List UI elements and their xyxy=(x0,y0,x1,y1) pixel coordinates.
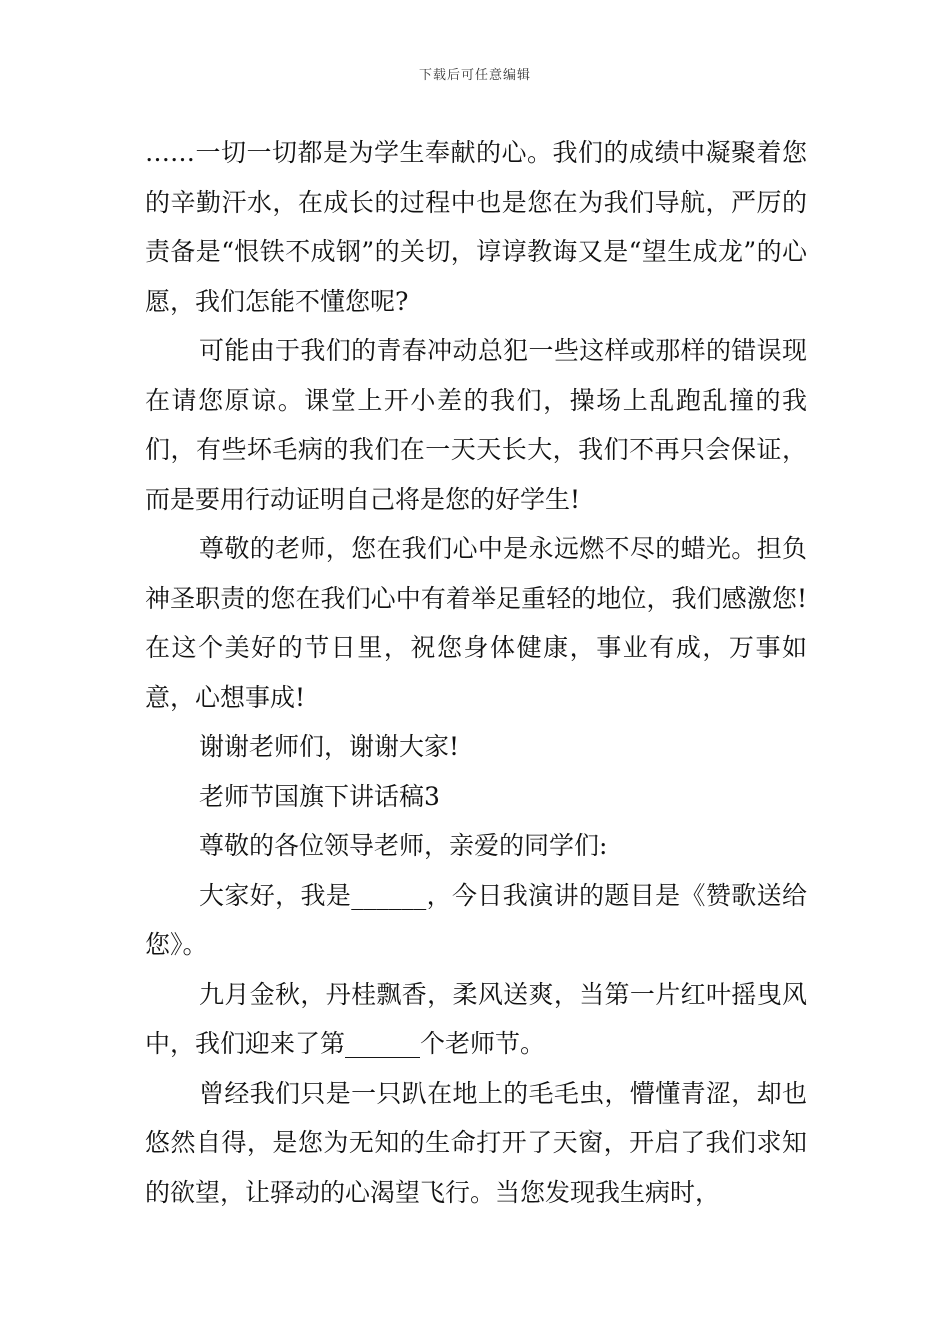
paragraph-4: 谢谢老师们，谢谢大家! xyxy=(199,732,460,761)
paragraph-9: 曾经我们只是一只趴在地上的毛毛虫，懵懂青涩，却也悠然自得，是您为无知的生命打开了天窗，开启了我们求知的欲望，让驿动的心渴望飞行。当您发现我生病时， xyxy=(145,1078,807,1207)
paragraph-5-title: 老师节国旗下讲话稿3 xyxy=(199,781,440,811)
paragraph-6-greeting: 尊敬的各位领导老师，亲爱的同学们: xyxy=(199,831,608,860)
paragraph-7: 大家好，我是______，今日我演讲的题目是《赞歌送给您》。 xyxy=(145,880,807,959)
paragraph-2: 可能由于我们的青春冲动总犯一些这样或那样的错误现在请您原谅。课堂上开小差的我们，操场上乱跑乱撞的我们，有些坏毛病的我们在一天天长大，我们不再只会保证，而是要用行动证明自己将是您的好学生! xyxy=(145,336,807,514)
page-header-note: 下载后可任意编辑 xyxy=(418,68,531,83)
paragraph-1: ……一切一切都是为学生奉献的心。我们的成绩中凝聚着您的辛勤汗水，在成长的过程中也是您在为我们导航，严厉的责备是“恨铁不成钢”的关切，谆谆教诲又是“望生成龙”的心愿，我们怎能不懂您呢? xyxy=(145,138,807,316)
paragraph-8: 九月金秋，丹桂飘香，柔风送爽，当第一片红叶摇曳风中，我们迎来了第______个老师节。 xyxy=(145,979,807,1058)
document-body xyxy=(145,128,807,1217)
paragraph-3: 尊敬的老师，您在我们心中是永远燃不尽的蜡光。担负神圣职责的您在我们心中有着举足重轻的地位，我们感激您!在这个美好的节日里，祝您身体健康，事业有成，万事如意，心想事成! xyxy=(145,534,807,712)
